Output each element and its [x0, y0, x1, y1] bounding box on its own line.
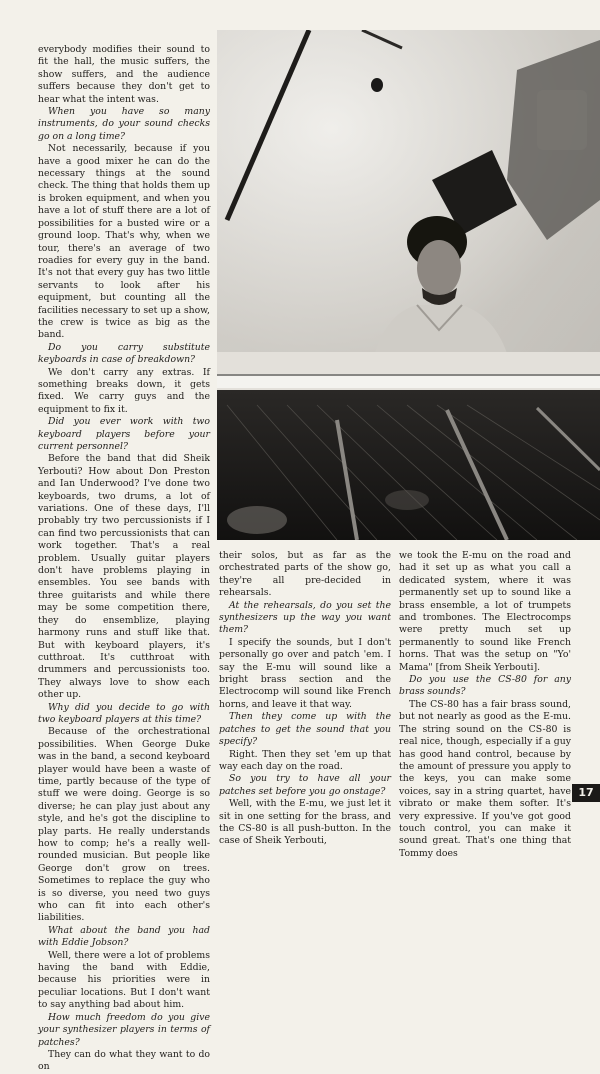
- piano-photograph: [217, 30, 600, 540]
- interview-answer: Right. Then they set 'em up that way each day on the road.: [219, 748, 391, 772]
- text-column-middle: [219, 550, 391, 848]
- interview-question: How much freedom do you give your synthesizer players in terms of patches?: [38, 1011, 210, 1048]
- interview-answer: They can do what they want to do on: [38, 1048, 210, 1073]
- interview-answer: Not necessarily, because if you have a good mixer he can do the necessary things at the sound check. The thing that holds them up is broken equipment, and when you have a lot of stuff there are a lot of possibilities for a busted wire or a ground loop. That's why, when we tour, there's an average of two roadies for every guy in the band. It's not that every guy has two little servants to look after his equipment, but counting all the facilities necessary to set up a show, the crew is twice as big as the band.: [38, 143, 210, 341]
- interview-answer: Well, there were a lot of problems having the band with Eddie, because his priorities were in peculiar locations. But I don't want to say anything bad about him.: [38, 949, 210, 1011]
- interview-question: Why did you decide to go with two keyboard players at this time?: [38, 701, 210, 725]
- interview-answer: I specify the sounds, but I don't personally go over and patch 'em. I say the E-mu will sound like a bright brass section and the Electrocomp will sound like French horns, and leave it that way.: [219, 636, 391, 710]
- interview-answer: We don't carry any extras. If something breaks down, it gets fixed. We carry guys and the equipment to fix it.: [38, 366, 210, 415]
- text-column-right: [399, 550, 571, 860]
- interview-answer: The CS-80 has a fair brass sound, but not nearly as good as the E-mu. The string sound on the CS-80 is real nice, though, especially if a guy has good hand control, because by the amount of pressure you apply to the keys, you can make some voices, say in a string quartet, have vibrato or make them softer. It's very expressive. If you've got good touch control, you can make it sound great. That's one thing that Tommy does: [399, 698, 571, 859]
- interview-question: Do you carry substitute keyboards in case of breakdown?: [38, 341, 210, 366]
- page-number: 17: [572, 784, 600, 802]
- interview-question: Then they come up with the patches to get the sound that you specify?: [219, 711, 391, 748]
- interview-answer: we took the E-mu on the road and had it set up as what you call a dedicated system, where it was permanently set up to sound like a brass ensemble, a lot of trumpets and trombones. The Electrocomps were pretty much set up permanently to sound like French horns. That was the setup on "Yo' Mama" [from Sheik Yerbouti].: [399, 550, 571, 673]
- interview-question: So you try to have all your patches set before you go onstage?: [219, 773, 391, 797]
- interview-answer: their solos, but as far as the orchestrated parts of the show go, they're all pre-decided in rehearsals.: [219, 550, 391, 599]
- interview-answer: Well, with the E-mu, we just let it sit in one setting for the brass, and the CS-80 is all push-button. In the case of Sheik Yerbouti,: [219, 798, 391, 847]
- interview-answer: everybody modifies their sound to fit the hall, the music suffers, the show suffers, and the audience suffers because they don't get to hear what the intent was.: [38, 44, 210, 105]
- text-column-left: [38, 44, 210, 1074]
- interview-question: What about the band you had with Eddie Jobson?: [38, 924, 210, 949]
- interview-answer: Because of the orchestrational possibilities. When George Duke was in the band, a second keyboard player would have been a waste of time, partly because of the type of stuff we were doing. George is so diverse; he can play just about any style, and he's got the discipline to play parts. He really understands how to comp; he's a really well-rounded musician. But people like George don't grow on trees. Sometimes to replace the guy who is so diverse, you need two guys who can fit into each other's liabilities.: [38, 726, 210, 924]
- interview-question: Do you use the CS-80 for any brass sounds?: [399, 674, 571, 698]
- interview-question: At the rehearsals, do you set the synthesizers up the way you want them?: [219, 599, 391, 636]
- interview-answer: Before the band that did Sheik Yerbouti? How about Don Preston and Ian Underwood? I've done two keyboards, two drums, a lot of variations. One of these days, I'll probably try two percussionists if I can find two percussionists that can work together. That's a real problem. Usually guitar players don't have problems playing in ensembles. You see bands with three guitarists and while there may be some competition there, they do ensemblize, playing harmony runs and stuff like that. But with keyboard players, it's cutthroat. It's cutthroat with drummers and percussionists too. They always love to show each other up.: [38, 453, 210, 701]
- interview-question: Did you ever work with two keyboard players before your current personnel?: [38, 416, 210, 452]
- interview-question: When you have so many instruments, do your sound checks go on a long time?: [38, 106, 210, 142]
- grand-piano: [217, 352, 600, 540]
- piano-photo-svg: [217, 30, 600, 540]
